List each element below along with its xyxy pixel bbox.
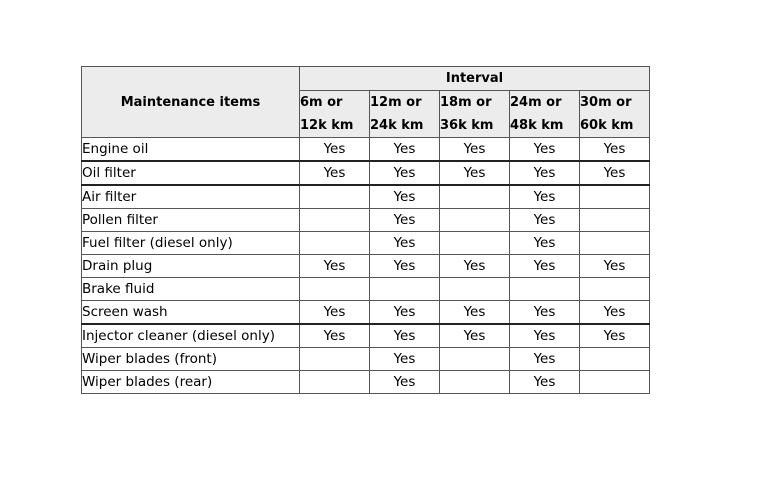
- interval-cell: [510, 278, 580, 301]
- interval-cell: Yes: [440, 138, 510, 162]
- interval-header: Interval: [300, 67, 650, 91]
- interval-cell: Yes: [370, 348, 440, 371]
- interval-cell: Yes: [510, 138, 580, 162]
- interval-cell: Yes: [580, 324, 650, 348]
- interval-cell: [440, 371, 510, 394]
- interval-cell: Yes: [440, 161, 510, 185]
- period-line2: 48k km: [510, 118, 564, 133]
- item-name: Injector cleaner (diesel only): [82, 324, 300, 348]
- interval-cell: Yes: [580, 161, 650, 185]
- item-name: Wiper blades (front): [82, 348, 300, 371]
- interval-cell: [580, 232, 650, 255]
- period-line2: 60k km: [580, 118, 634, 133]
- interval-cell: Yes: [300, 324, 370, 348]
- table-row: [82, 209, 650, 232]
- interval-cell: Yes: [580, 255, 650, 278]
- interval-cell: [300, 278, 370, 301]
- interval-cell: [300, 209, 370, 232]
- period-line1: 24m or: [510, 95, 562, 110]
- item-name: Air filter: [82, 185, 300, 209]
- period-header: [580, 91, 650, 138]
- table-row: [82, 232, 650, 255]
- period-line2: 24k km: [370, 118, 424, 133]
- interval-cell: [440, 348, 510, 371]
- period-header: [370, 91, 440, 138]
- interval-cell: Yes: [510, 161, 580, 185]
- item-name: Oil filter: [82, 161, 300, 185]
- period-header: [440, 91, 510, 138]
- interval-cell: [370, 278, 440, 301]
- interval-cell: Yes: [580, 138, 650, 162]
- item-name: Engine oil: [82, 138, 300, 162]
- interval-cell: Yes: [300, 301, 370, 325]
- interval-cell: [300, 348, 370, 371]
- maintenance-items-header: Maintenance items: [82, 67, 300, 138]
- interval-cell: [580, 209, 650, 232]
- interval-cell: Yes: [300, 255, 370, 278]
- interval-cell: [300, 232, 370, 255]
- table-row: [82, 185, 650, 209]
- interval-cell: Yes: [370, 161, 440, 185]
- interval-cell: Yes: [300, 161, 370, 185]
- interval-cell: [440, 185, 510, 209]
- interval-cell: [300, 185, 370, 209]
- period-header: [510, 91, 580, 138]
- interval-cell: Yes: [440, 301, 510, 325]
- interval-cell: Yes: [510, 232, 580, 255]
- table-row: [82, 324, 650, 348]
- interval-cell: Yes: [370, 209, 440, 232]
- interval-cell: Yes: [510, 348, 580, 371]
- interval-cell: Yes: [510, 255, 580, 278]
- maintenance-table: [81, 66, 650, 394]
- interval-cell: [440, 232, 510, 255]
- interval-cell: Yes: [440, 255, 510, 278]
- interval-cell: [580, 348, 650, 371]
- interval-cell: [300, 371, 370, 394]
- table-row: [82, 255, 650, 278]
- interval-cell: Yes: [370, 138, 440, 162]
- interval-cell: Yes: [510, 301, 580, 325]
- item-name: Drain plug: [82, 255, 300, 278]
- interval-cell: Yes: [510, 371, 580, 394]
- interval-cell: Yes: [510, 324, 580, 348]
- interval-cell: Yes: [370, 185, 440, 209]
- item-name: Fuel filter (diesel only): [82, 232, 300, 255]
- table-row: [82, 371, 650, 394]
- interval-cell: Yes: [300, 138, 370, 162]
- period-line1: 18m or: [440, 95, 492, 110]
- interval-cell: [440, 278, 510, 301]
- item-name: Wiper blades (rear): [82, 371, 300, 394]
- table-row: [82, 348, 650, 371]
- interval-cell: Yes: [440, 324, 510, 348]
- item-name: Pollen filter: [82, 209, 300, 232]
- interval-cell: [580, 185, 650, 209]
- period-line1: 6m or: [300, 95, 343, 110]
- interval-cell: Yes: [370, 371, 440, 394]
- period-line1: 30m or: [580, 95, 632, 110]
- interval-cell: Yes: [510, 209, 580, 232]
- period-header: [300, 91, 370, 138]
- period-line1: 12m or: [370, 95, 422, 110]
- period-line2: 12k km: [300, 118, 354, 133]
- interval-cell: [580, 371, 650, 394]
- interval-cell: Yes: [580, 301, 650, 325]
- table-row: [82, 161, 650, 185]
- interval-cell: Yes: [370, 301, 440, 325]
- table-row: [82, 278, 650, 301]
- interval-cell: Yes: [370, 324, 440, 348]
- interval-cell: Yes: [510, 185, 580, 209]
- item-name: Screen wash: [82, 301, 300, 325]
- item-name: Brake fluid: [82, 278, 300, 301]
- interval-cell: [440, 209, 510, 232]
- period-line2: 36k km: [440, 118, 494, 133]
- interval-cell: Yes: [370, 232, 440, 255]
- table-row: [82, 138, 650, 162]
- table-row: [82, 301, 650, 325]
- interval-cell: [580, 278, 650, 301]
- interval-cell: Yes: [370, 255, 440, 278]
